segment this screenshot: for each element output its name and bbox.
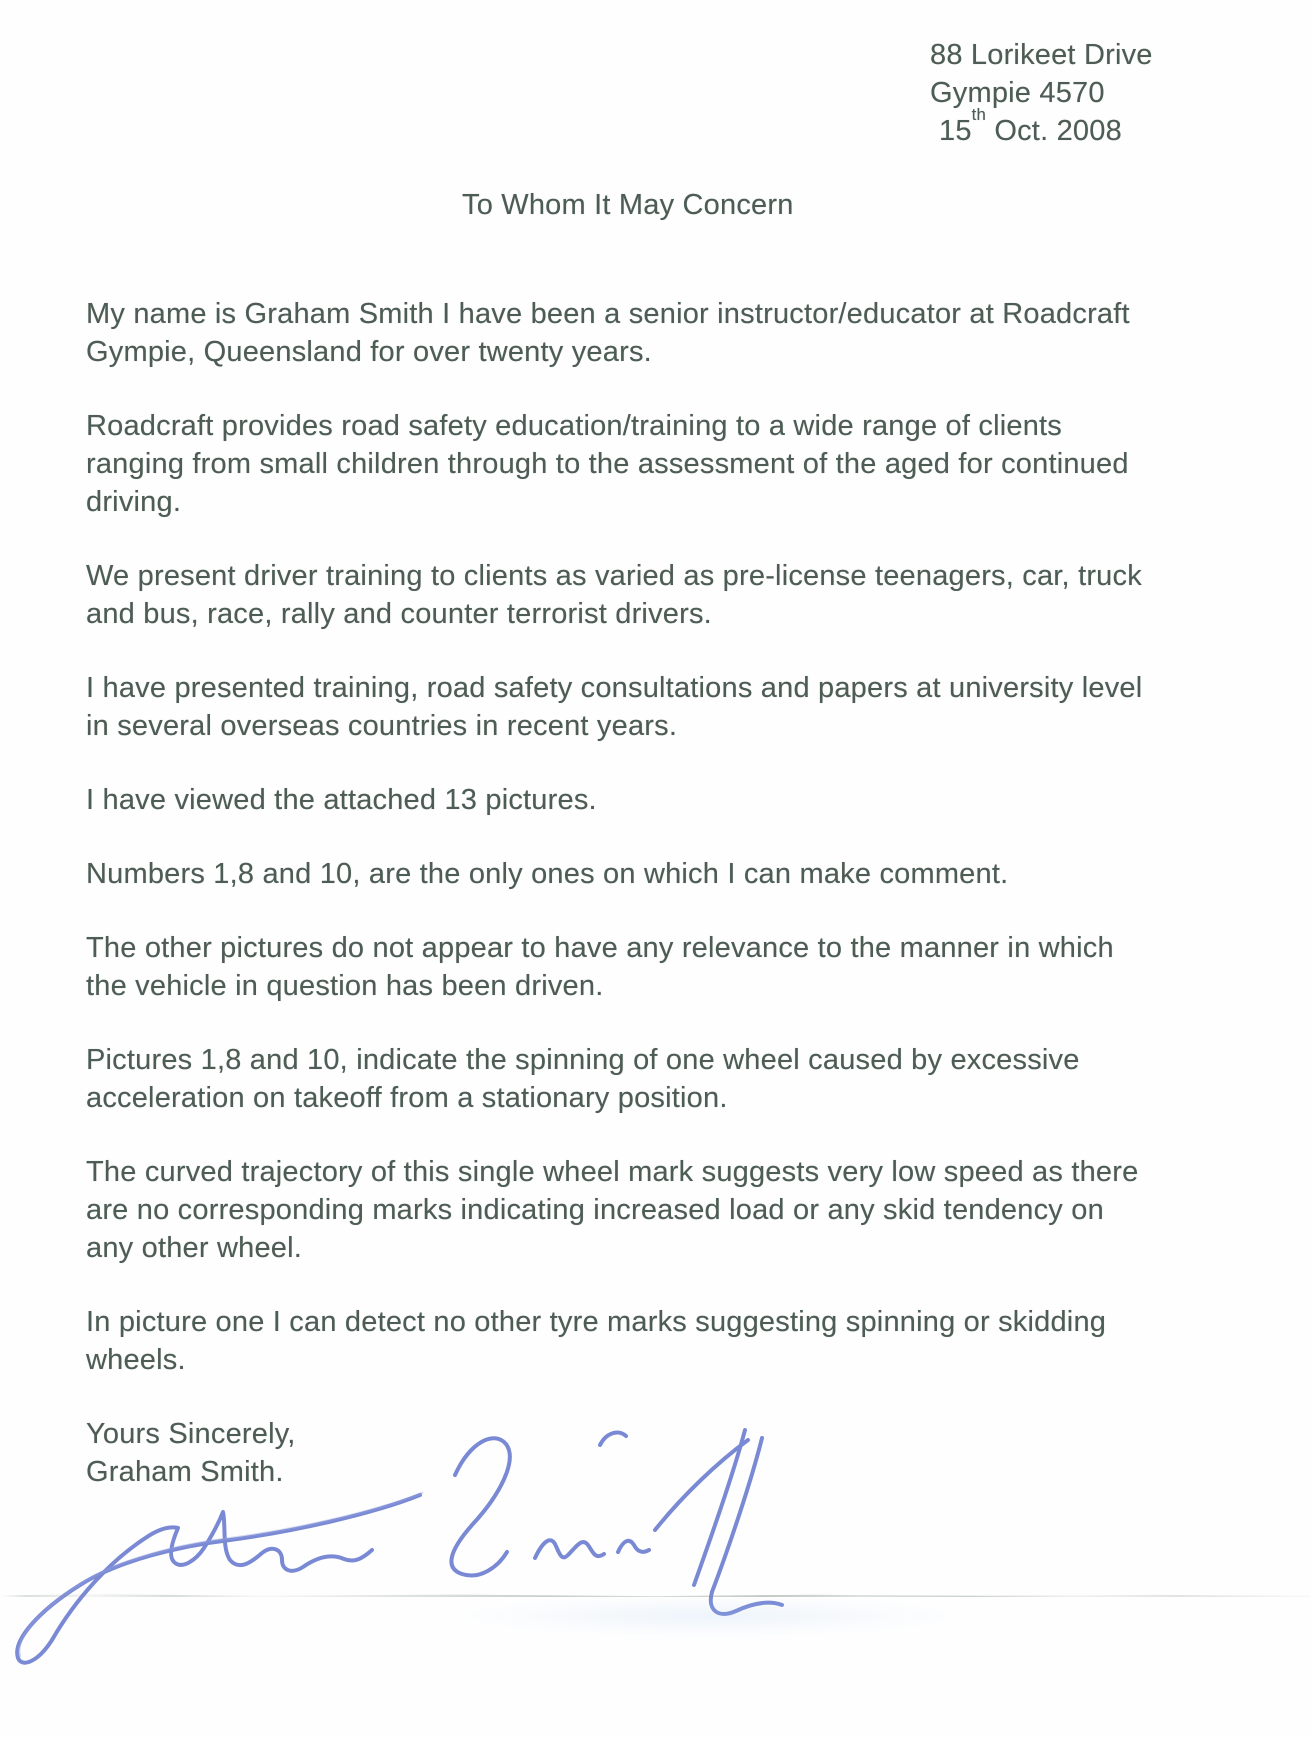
- date-day: 15: [939, 115, 972, 147]
- salutation: To Whom It May Concern: [462, 189, 794, 221]
- letter-body: [86, 295, 1276, 1527]
- signature-stroke-g-inner: [52, 1512, 372, 1640]
- paragraph: My name is Graham Smith I have been a senior instructor/educator at Roadcraft Gympie, Queensland for over twenty years.: [86, 298, 1130, 368]
- paragraph: The curved trajectory of this single wheel mark suggests very low speed as there are no corresponding marks indicating increased load or any skid tendency on any other wheel.: [86, 1156, 1139, 1264]
- paragraph: We present driver training to clients as varied as pre-license teenagers, car, truck and bus, race, rally and counter terrorist drivers.: [86, 560, 1142, 630]
- closing: Yours Sincerely, Graham Smith.: [86, 1418, 296, 1488]
- signature-stroke-i: [618, 1541, 649, 1552]
- date-month-year: Oct. 2008: [986, 115, 1122, 147]
- signature-stroke-m: [535, 1540, 604, 1558]
- scan-artifact-line: [0, 1594, 1311, 1597]
- sender-address-block: [930, 36, 1153, 150]
- paragraph: I have viewed the attached 13 pictures.: [86, 784, 597, 816]
- paragraph: In picture one I can detect no other tyre marks suggesting spinning or skidding wheels.: [86, 1306, 1107, 1376]
- date-ordinal-suffix: th: [971, 105, 987, 125]
- paragraph: Numbers 1,8 and 10, are the only ones on which I can make comment.: [86, 858, 1009, 890]
- paragraph: Roadcraft provides road safety education/training to a wide range of clients ranging from small children through to the assessment of the aged for continued driving.: [86, 410, 1129, 518]
- address-line-2: Gympie 4570: [930, 77, 1105, 109]
- paragraph: I have presented training, road safety consultations and papers at university level in several overseas countries in recent years.: [86, 672, 1143, 742]
- date-line: [930, 105, 1153, 150]
- paragraph: Pictures 1,8 and 10, indicate the spinning of one wheel caused by excessive acceleration on takeoff from a stationary position.: [86, 1044, 1080, 1114]
- address-line-1: 88 Lorikeet Drive: [930, 39, 1153, 71]
- scan-artifact-smudge: [400, 1598, 1020, 1650]
- paragraph: The other pictures do not appear to have any relevance to the manner in which the vehicle in question has been driven.: [86, 932, 1114, 1002]
